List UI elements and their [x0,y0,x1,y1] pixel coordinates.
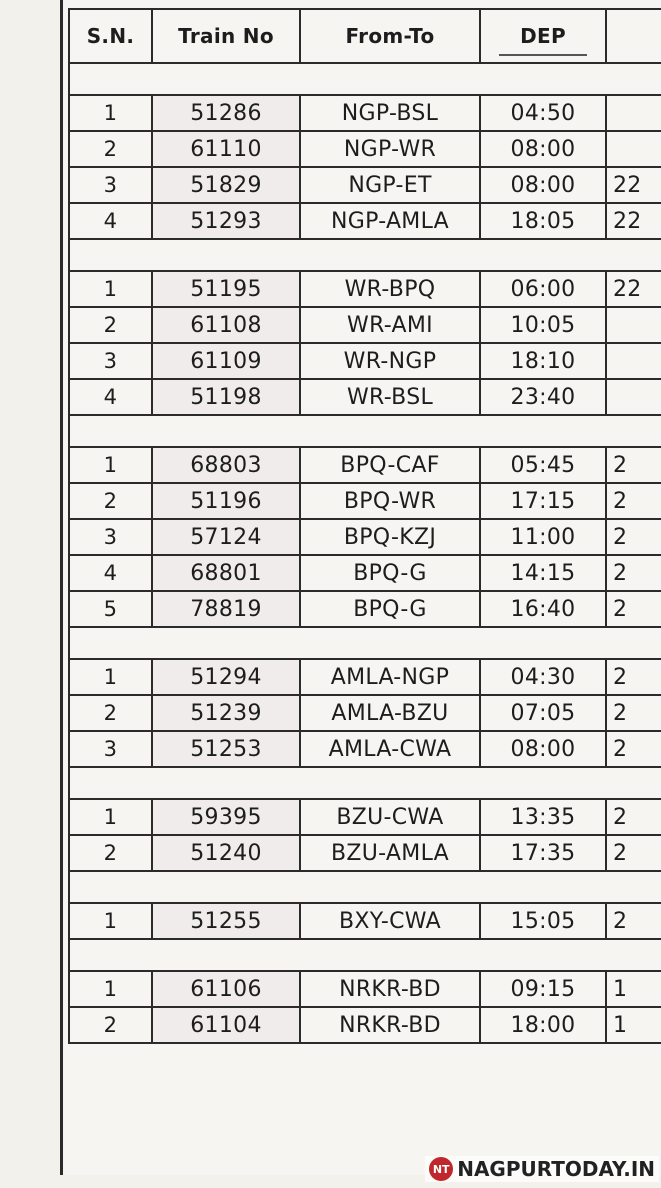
cell-train-no: 51255 [152,903,300,939]
cell-train-no: 51293 [152,203,300,239]
cell-sn: 1 [69,271,152,307]
table-row [69,307,661,343]
table-row [69,1007,661,1043]
cell-sn: 3 [69,519,152,555]
cell-train-no: 68803 [152,447,300,483]
header-row [69,9,661,63]
table-row [69,203,661,239]
group-separator-cell [69,767,661,799]
cell-train-no: 51829 [152,167,300,203]
table-row [69,379,661,415]
cell-train-no: 78819 [152,591,300,627]
cell-next-cut: 22 [606,271,661,307]
cell-dep: 17:15 [480,483,606,519]
cell-train-no: 61108 [152,307,300,343]
table-row [69,167,661,203]
cell-sn: 2 [69,307,152,343]
cell-next-cut [606,379,661,415]
cell-sn: 2 [69,835,152,871]
cell-from-to: BPQ-G [300,555,480,591]
cell-dep: 08:00 [480,167,606,203]
table-row [69,591,661,627]
cell-sn: 3 [69,167,152,203]
table-row [69,343,661,379]
group-separator-cell [69,871,661,903]
cell-sn: 1 [69,903,152,939]
cell-sn: 3 [69,343,152,379]
cell-next-cut [606,343,661,379]
group-separator [69,415,661,447]
cell-next-cut: 2 [606,555,661,591]
table-row [69,95,661,131]
group-separator-cell [69,63,661,95]
group-separator-cell [69,939,661,971]
cell-train-no: 61106 [152,971,300,1007]
cell-next-cut: 22 [606,203,661,239]
group-separator [69,63,661,95]
table-row [69,519,661,555]
cell-dep: 18:05 [480,203,606,239]
table-row [69,799,661,835]
group-separator [69,871,661,903]
cell-dep: 18:00 [480,1007,606,1043]
cell-dep: 06:00 [480,271,606,307]
cell-train-no: 68801 [152,555,300,591]
table-row [69,971,661,1007]
cell-sn: 5 [69,591,152,627]
cell-train-no: 61109 [152,343,300,379]
cell-sn: 1 [69,659,152,695]
group-separator [69,767,661,799]
cell-from-to: AMLA-CWA [300,731,480,767]
cell-dep: 13:35 [480,799,606,835]
table-row [69,271,661,307]
cell-sn: 4 [69,555,152,591]
cell-dep: 08:00 [480,131,606,167]
cell-dep: 16:40 [480,591,606,627]
header-next-cut [606,9,661,63]
cell-from-to: WR-BSL [300,379,480,415]
table-row [69,695,661,731]
cell-from-to: BZU-CWA [300,799,480,835]
cell-from-to: WR-AMI [300,307,480,343]
cell-next-cut: 2 [606,519,661,555]
table-row [69,731,661,767]
cell-from-to: BPQ-WR [300,483,480,519]
cell-next-cut [606,307,661,343]
cell-from-to: BPQ-G [300,591,480,627]
cell-from-to: AMLA-NGP [300,659,480,695]
table-row [69,555,661,591]
cell-next-cut: 2 [606,903,661,939]
cell-sn: 2 [69,1007,152,1043]
table-row [69,483,661,519]
table-row [69,447,661,483]
cell-next-cut: 2 [606,695,661,731]
cell-from-to: NRKR-BD [300,971,480,1007]
cell-from-to: BPQ-CAF [300,447,480,483]
cell-from-to: BZU-AMLA [300,835,480,871]
cell-train-no: 51195 [152,271,300,307]
cell-next-cut [606,131,661,167]
cell-dep: 15:05 [480,903,606,939]
cell-dep: 04:30 [480,659,606,695]
cell-next-cut: 22 [606,167,661,203]
cell-next-cut [606,95,661,131]
cell-next-cut: 2 [606,483,661,519]
cell-sn: 1 [69,971,152,1007]
cell-dep: 04:50 [480,95,606,131]
cell-next-cut: 2 [606,799,661,835]
table-row [69,131,661,167]
cell-from-to: NGP-BSL [300,95,480,131]
cell-from-to: NGP-ET [300,167,480,203]
cell-sn: 4 [69,203,152,239]
cell-train-no: 51253 [152,731,300,767]
header-train-no: Train No [152,9,300,63]
cell-train-no: 51239 [152,695,300,731]
cell-sn: 3 [69,731,152,767]
cell-from-to: BXY-CWA [300,903,480,939]
group-separator-cell [69,415,661,447]
group-separator [69,627,661,659]
cell-next-cut: 1 [606,1007,661,1043]
cell-next-cut: 2 [606,591,661,627]
cell-train-no: 61110 [152,131,300,167]
cell-from-to: WR-NGP [300,343,480,379]
cell-sn: 1 [69,447,152,483]
table-row [69,903,661,939]
cell-train-no: 59395 [152,799,300,835]
cell-next-cut: 2 [606,659,661,695]
cell-train-no: 51196 [152,483,300,519]
group-separator-cell [69,239,661,271]
nagpurtoday-logo-icon: NT [429,1157,453,1181]
cell-from-to: NRKR-BD [300,1007,480,1043]
cell-train-no: 51286 [152,95,300,131]
cell-train-no: 51294 [152,659,300,695]
cell-from-to: NGP-AMLA [300,203,480,239]
cell-sn: 1 [69,799,152,835]
cell-sn: 1 [69,95,152,131]
cell-dep: 07:05 [480,695,606,731]
cell-next-cut: 2 [606,731,661,767]
cell-next-cut: 1 [606,971,661,1007]
schedule-body [69,63,661,1043]
cell-dep: 14:15 [480,555,606,591]
cell-from-to: AMLA-BZU [300,695,480,731]
watermark [425,1156,659,1182]
header-dep-label: DEP [520,24,566,48]
table-row [69,835,661,871]
cell-sn: 2 [69,131,152,167]
cell-sn: 2 [69,695,152,731]
cell-next-cut: 2 [606,835,661,871]
watermark-site: NAGPURTODAY.IN [457,1157,655,1181]
cell-dep: 17:35 [480,835,606,871]
header-sn: S.N. [69,9,152,63]
cell-train-no: 57124 [152,519,300,555]
cell-dep: 05:45 [480,447,606,483]
cell-dep: 23:40 [480,379,606,415]
train-schedule-table [68,8,661,1044]
table-row [69,659,661,695]
cell-dep: 11:00 [480,519,606,555]
cell-train-no: 61104 [152,1007,300,1043]
cell-dep: 08:00 [480,731,606,767]
dep-underline [499,54,587,56]
header-from-to: From-To [300,9,480,63]
cell-from-to: WR-BPQ [300,271,480,307]
cell-dep: 10:05 [480,307,606,343]
group-separator [69,239,661,271]
cell-train-no: 51198 [152,379,300,415]
cell-dep: 18:10 [480,343,606,379]
cell-next-cut: 2 [606,447,661,483]
cell-train-no: 51240 [152,835,300,871]
header-dep [480,9,606,63]
cell-from-to: BPQ-KZJ [300,519,480,555]
cell-from-to: NGP-WR [300,131,480,167]
cell-dep: 09:15 [480,971,606,1007]
cell-sn: 2 [69,483,152,519]
group-separator-cell [69,627,661,659]
cell-sn: 4 [69,379,152,415]
group-separator [69,939,661,971]
